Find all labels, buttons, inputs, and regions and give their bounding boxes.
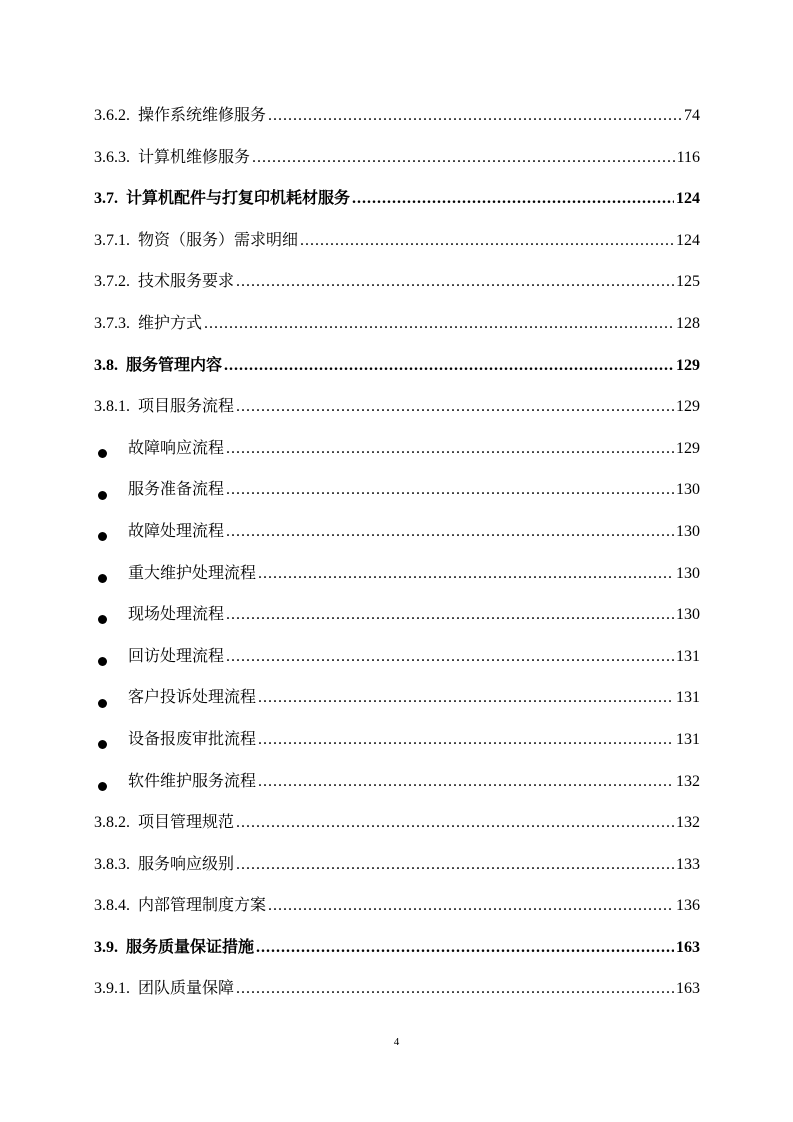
toc-entry-page: 128 — [676, 314, 700, 332]
toc-bullet-entry[interactable] — [94, 516, 700, 558]
toc-entry-page: 129 — [676, 398, 700, 416]
toc-entry-page: 130 — [676, 564, 700, 582]
toc-entry-page: 163 — [676, 980, 700, 998]
toc-entry-title: 操作系统维修服务 — [138, 107, 267, 124]
toc-entry-title: 服务准备流程 — [128, 481, 225, 499]
toc-entry-title: 服务质量保证措施 — [126, 938, 255, 956]
toc-bullet-entry[interactable] — [94, 724, 700, 766]
dot-leader — [300, 225, 674, 257]
toc-entry-title: 回访处理流程 — [128, 647, 225, 665]
toc-entry-title: 故障处理流程 — [128, 522, 225, 540]
toc-entry-page: 130 — [676, 522, 700, 540]
toc-entry-title: 故障响应流程 — [128, 439, 225, 457]
toc-entry-title: 重大维护处理流程 — [128, 564, 257, 582]
toc-entry-number: 3.8.1. — [94, 398, 130, 416]
toc-entry-title: 现场处理流程 — [128, 606, 225, 624]
page-number: 4 — [393, 1036, 400, 1048]
toc-entry-title: 项目管理规范 — [138, 814, 235, 832]
toc-entry-title: 服务响应级别 — [138, 855, 235, 873]
dot-leader — [226, 516, 674, 548]
toc-entry-page: 129 — [676, 439, 700, 457]
dot-leader — [204, 308, 674, 340]
dot-leader — [258, 766, 674, 798]
toc-entry-number: 3.8.4. — [94, 897, 130, 915]
toc-entry-page: 136 — [676, 897, 700, 915]
toc-entry-title: 内部管理制度方案 — [138, 897, 267, 915]
dot-leader — [236, 266, 674, 298]
toc-entry-page: 125 — [676, 273, 700, 291]
bullet-icon — [98, 740, 107, 749]
toc-entry-number: 3.8. — [94, 356, 118, 374]
toc-entry-title: 维护方式 — [138, 314, 203, 332]
bullet-icon — [98, 782, 107, 791]
toc-entry-page: 130 — [676, 481, 700, 499]
dot-leader — [226, 599, 674, 631]
toc-subsection-entry[interactable] — [94, 225, 700, 267]
toc-bullet-entry[interactable] — [94, 474, 700, 516]
toc-entry-title: 物资（服务）需求明细 — [138, 231, 299, 249]
toc-entry-page: 130 — [676, 606, 700, 624]
toc-bullet-entry[interactable] — [94, 558, 700, 600]
dot-leader — [236, 973, 674, 1005]
dot-leader — [236, 849, 674, 881]
bullet-icon — [98, 615, 107, 624]
dot-leader — [268, 890, 674, 922]
toc-subsection-entry[interactable] — [94, 890, 700, 932]
toc-bullet-entry[interactable] — [94, 599, 700, 641]
toc-entry-title: 计算机配件与打复印机耗材服务 — [126, 190, 351, 208]
toc-bullet-entry[interactable] — [94, 433, 700, 475]
toc-entry-title: 客户投诉处理流程 — [128, 689, 257, 707]
toc-subsection-entry[interactable] — [94, 849, 700, 891]
toc-subsection-entry[interactable] — [94, 973, 700, 1015]
bullet-icon — [98, 574, 107, 583]
bullet-icon — [98, 699, 107, 708]
toc-entry-page: 116 — [676, 148, 700, 166]
bullet-icon — [98, 657, 107, 666]
toc-entry-title: 团队质量保障 — [138, 980, 235, 998]
toc-entry-page: 124 — [676, 231, 700, 249]
toc-entry-page: 163 — [676, 938, 700, 956]
toc-entry-page: 131 — [676, 647, 700, 665]
toc-entry-title: 技术服务要求 — [138, 273, 235, 291]
toc-entry-number: 3.7. — [94, 190, 118, 208]
dot-leader — [226, 433, 674, 465]
toc-section-entry[interactable] — [94, 183, 700, 225]
toc-entry-page: 132 — [676, 814, 700, 832]
toc-bullet-entry[interactable] — [94, 766, 700, 808]
toc-subsection-entry[interactable] — [94, 266, 700, 308]
toc-bullet-entry[interactable] — [94, 682, 700, 724]
toc-subsection-entry[interactable] — [94, 100, 700, 142]
toc-entry-page: 74 — [684, 107, 700, 124]
toc-entry-number: 3.6.2. — [94, 107, 130, 124]
toc-subsection-entry[interactable] — [94, 807, 700, 849]
toc-entry-number: 3.7.2. — [94, 273, 130, 291]
dot-leader — [258, 558, 674, 590]
dot-leader — [226, 641, 674, 673]
toc-entry-title: 项目服务流程 — [138, 398, 235, 416]
toc-subsection-entry[interactable] — [94, 142, 700, 184]
toc-entry-page: 129 — [676, 356, 700, 374]
toc-entry-number: 3.7.1. — [94, 231, 130, 249]
dot-leader — [236, 391, 674, 423]
toc-entry-page: 132 — [676, 772, 700, 790]
toc-entry-page: 133 — [676, 855, 700, 873]
bullet-icon — [98, 449, 107, 458]
dot-leader — [258, 724, 674, 756]
dot-leader — [268, 100, 682, 132]
toc-entry-number: 3.9.1. — [94, 980, 130, 998]
bullet-icon — [98, 532, 107, 541]
toc-entry-page: 131 — [676, 689, 700, 707]
toc-entry-page: 131 — [676, 730, 700, 748]
toc-entry-number: 3.7.3. — [94, 314, 130, 332]
dot-leader — [224, 350, 674, 382]
toc-entry-title: 计算机维修服务 — [138, 148, 251, 166]
bullet-icon — [98, 491, 107, 500]
dot-leader — [352, 183, 674, 215]
toc-bullet-entry[interactable] — [94, 641, 700, 683]
toc-entry-page: 124 — [676, 190, 700, 208]
toc-entry-title: 软件维护服务流程 — [128, 772, 257, 790]
toc-entry-number: 3.9. — [94, 938, 118, 956]
toc-entry-number: 3.8.2. — [94, 814, 130, 832]
toc-subsection-entry[interactable] — [94, 391, 700, 433]
table-of-contents — [94, 100, 700, 1015]
toc-section-entry[interactable] — [94, 350, 700, 392]
toc-entry-number: 3.8.3. — [94, 855, 130, 873]
toc-entry-title: 设备报废审批流程 — [128, 730, 257, 748]
toc-subsection-entry[interactable] — [94, 308, 700, 350]
toc-entry-number: 3.6.3. — [94, 148, 130, 166]
dot-leader — [236, 807, 674, 839]
dot-leader — [226, 474, 674, 506]
toc-section-entry[interactable] — [94, 932, 700, 974]
toc-entry-title: 服务管理内容 — [126, 356, 223, 374]
dot-leader — [258, 682, 674, 714]
dot-leader — [252, 142, 675, 174]
dot-leader — [256, 932, 674, 964]
